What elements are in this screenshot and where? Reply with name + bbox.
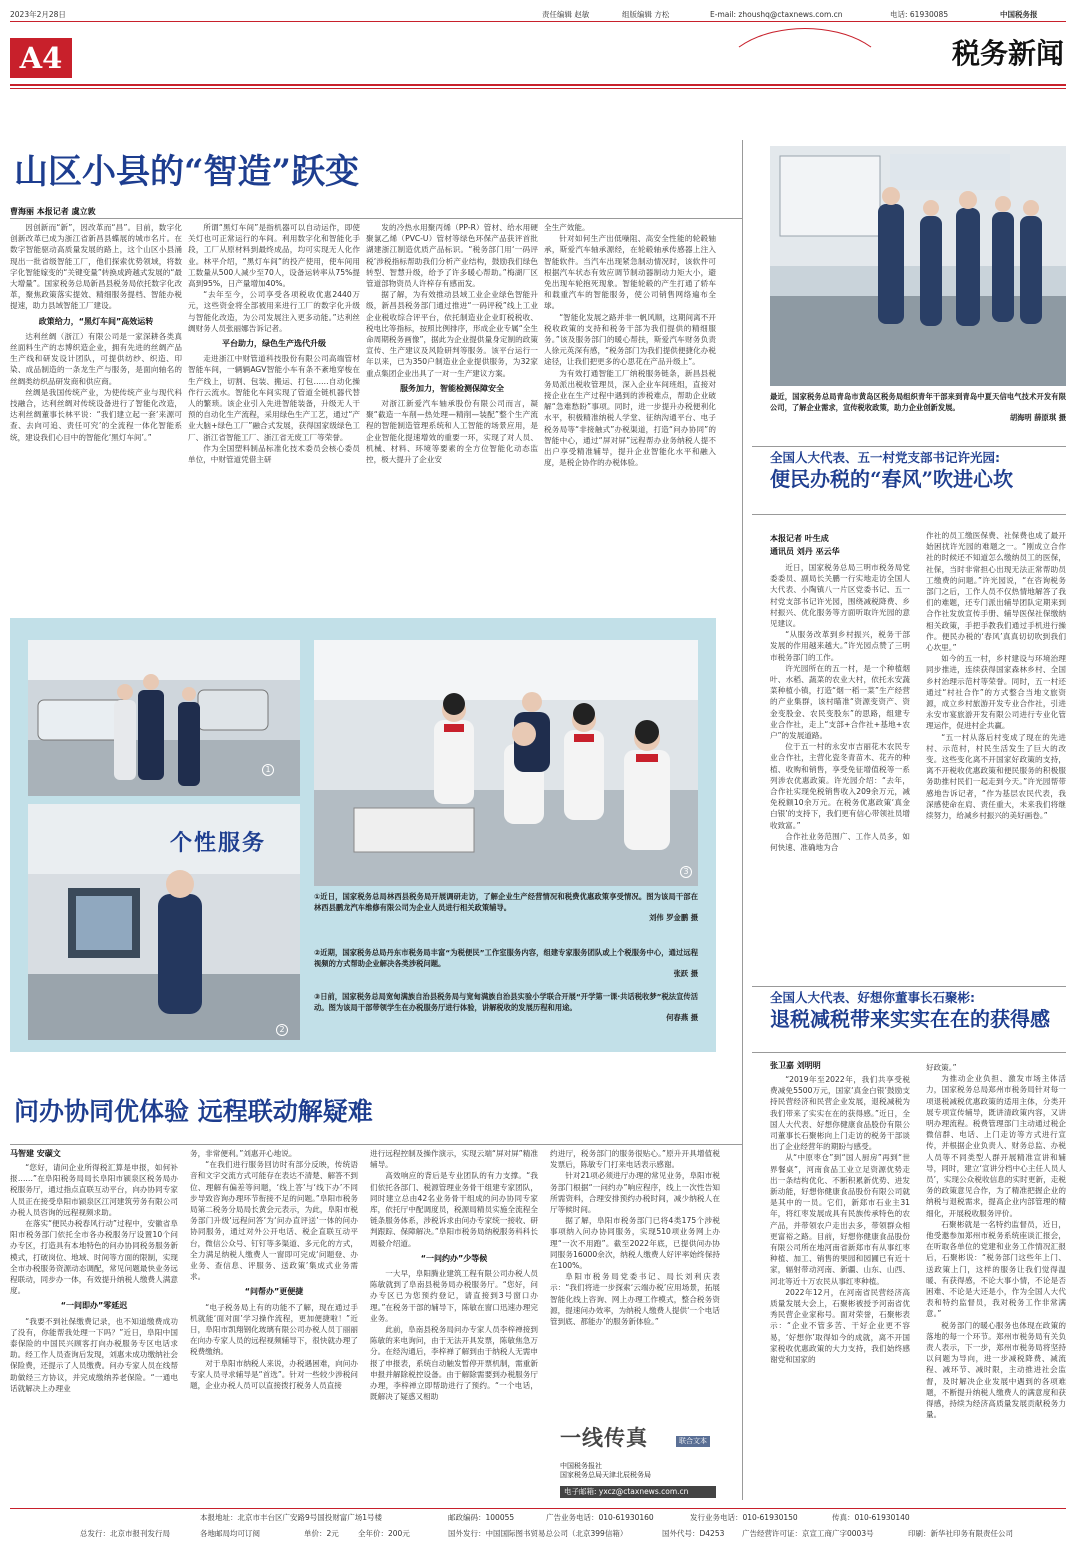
layout-editor: 组版编辑 方松 (622, 10, 670, 19)
column-box-tag: 联合文本 (676, 1436, 710, 1447)
footer-distribution: 总发行：北京市报刊发行局 (80, 1529, 170, 1538)
paragraph: 作社的员工缴医保费、社保费也成了最开始困扰许光园的难题之一。“刚成立合作社的时候还不知道怎么缴纳员工的医保，社保，当时非常担心出现无法正常帮助员工缴费的问题。”许光园说，“在咨询税务部门之后，工作人员不仅热情地解答了我们的难题，还专门派出辅导团队定期来到合作社发放宣传手册、辅导医保社保缴纳相关政策，手把手教我们通过手机进行操作。便民办税的‘春风’真真切切吹到我们心坎里。” (926, 531, 1066, 653)
paragraph: “五一村从落后村变成了现在的先进村、示范村，村民生活发生了巨大的改变。这些变化离不开国家好政策的支持，离不开税收优惠政策和便民服务的积极服务助推村民们一起走到今天。”许光园帮带感地告诉记者，“作为基层农民代表，我深感使命在肩、责任重大，未来我们将继续努力，给减乡村振兴的美好画卷。” (926, 732, 1066, 821)
photo-caption-3-text: ③日前，国家税务总局宽甸满族自治县税务局与宽甸满族自治县实验小学联合开展“开学第一课·共话税收梦”税法宣传活动。图为该局干部带领学生在办税服务厅进行体验，讲解税收的发展历程和用途。 (314, 992, 698, 1012)
article1-byline: 曹海丽 本报记者 虞立敦 (10, 207, 96, 216)
article1-column-3 (366, 222, 538, 594)
photo-1-auto-repair (28, 640, 300, 796)
photo-3-number: 3 (680, 866, 692, 878)
photo-1-number: 1 (262, 764, 274, 776)
paragraph: 丝绸是我国传统产业，为使传统产业与现代科技融合，达利丝绸对传统设备进行了智能化改造，达利丝绸董事长林平说：“我们建立起一套‘来源可查、去向可追、责任可究’的全流程一体化智能系统，建设我们心目中的智能化‘黑灯车间’。” (10, 387, 182, 442)
paragraph: 一大早，阜阳腾业建筑工程有限公司办税人员陈敏就到了阜南县税务局办税服务厅。“您好，问办专区已为您预约登记，请直接到3号窗口办理。”在税务干部的辅导下，陈敏在窗口迅速办理完业务。 (370, 1269, 538, 1323)
contact-email[interactable]: E-mail: zhoushq@ctaxnews.com.cn (710, 10, 843, 19)
article2-byline: 本报记者 叶生成 通讯员 刘丹 巫云华 (770, 534, 840, 556)
paragraph: 为有效打通智能工厂纳税服务链条，新昌县税务局派出税收管理员，深入企业车间班组，直接对接企业在生产过程中遇到的涉税难点，帮助企业破解“急难愁盼”事项。同时，进一步提升办税便利化水平，积极精准纳税人学堂、征纳沟通平台、电子税务局等“非接触式”办税渠道，打造“问办协同”的智能中心，通过“屏对屏”远程帮办业务纳税人提不出户享受精准辅导，提升企业智能化水平和融入度，是税企协作的办税体验。 (544, 368, 716, 468)
paragraph: 高效响应的背后是专业团队的有力支撑。“我们依托各部门、税源管理业务骨干组建专家团队，同时建立总由42名业务骨干组成的问办协同专家库，依托厅中配调度员，税源局精员实施全流程全链条服务体系，涉税诉求由问办专家统一接收、研判跟踪、保障解决。”阜阳市税务局纳税服务科科长周毅介绍道。 (370, 1171, 538, 1248)
footer (10, 1508, 1066, 1548)
article1-column-2 (188, 222, 360, 594)
top-photo-caption (770, 392, 1066, 438)
photo-caption-3-credit: 何春燕 摄 (666, 1013, 698, 1022)
paragraph: 对于阜阳市纳税人来说，办税遇困难，向问办专家人员寻求辅导是“首选”。针对一些较少涉税问题，企业办税人员可以直接拨打税务人员直接 (190, 1358, 358, 1391)
article1-subhead-2: 平台助力，绿色生产选代升级 (222, 339, 326, 349)
photo-caption-2-text: ②近期，国家税务总局丹东市税务局丰富“为税便民”工作室服务内容，组建专家服务团队或上个税服务中心，通过远程视频的方式帮助企业解决各类涉税问题。 (314, 948, 698, 968)
paragraph: 约进厅，税务部门的服务很贴心。”原升开具增值税发票后，陈敏专门打来电话表示感谢。 (550, 1149, 720, 1170)
header-rule (10, 84, 1066, 86)
article3-byline: 张卫嘉 刘明明 (770, 1061, 821, 1070)
paragraph: 位于五一村的永安市吉丽花木农民专业合作社，主营化瓷冬青苗木、花卉的种植、收购和销售，享受免征增值税等一系列涉农优惠政策。许光园介绍：“去年，合作社实现免税销售收入209余万元，减免税额10余万元。在税务优惠政策‘真金白银’的支持下，我们更有信心带领社员增收致富。” (770, 742, 910, 830)
paragraph: “在我们进行服务回访时有部分反映，传统语音和文字交流方式可能存在表达不清楚、解答不到位、理解有偏差等问题，‘线上答’与‘线下办’不同步导致咨询办理环节衔接不足的问题。”阜阳市税务局第二税务分局局长黄会元表示，为此，阜阳市税务部门升级‘远程问答’为‘问办直评送’一体的问办协同服务，通过对外公开电话、税企直联互动平台，微信公众号、钉钉等多渠道、多元化的方式，全力满足纳税人缴费人一窗即可完成‘问题登、办业务、查信息、评服务、送政策’集成式业务需求。 (190, 1160, 358, 1282)
paragraph: 对浙江新爱汽车轴承股份有限公司而言，凝聚“截造一车削—热处理—精削—装配”整个生产流程的智能制造管理系统和人工智能的场景应用，是企业智能化提速增效的重要一环，实现了对人员、机械、材料、环境等要素的全方位智能化动态监控，极大提升了企业安 (366, 399, 538, 465)
top-photo-caption-text: 最近，国家税务总局青岛市黄岛区税务局组织青年干部来到青岛中夏天信电气技术开发有限公司，了解企业需求，宣传税收政策，助力企业创新发展。 (770, 392, 1066, 412)
article2-headline: 便民办税的“春风”吹进心坎 (770, 467, 1014, 491)
footer-ad-phone: 广告业务电话：010-61930160 (546, 1513, 654, 1522)
rule (752, 1052, 1066, 1053)
paragraph: 进行远程控制及操作演示，实现云端“屏对屏”精准辅导。 (370, 1149, 538, 1170)
top-photo-credit: 胡海明 薛原琪 摄 (1009, 413, 1066, 422)
paragraph: “2019年至2022年，我们共享受税费减免5500万元，国家‘真金白银’鼓励支持民营经济和民营企业发展，退税减税为我们带来了实实在在的获得感。”近日，全国人大代表、好想你健康食品股份有限公司董事长石聚彬向上门走访的税务干部谈出了企业经营年的期盼与感受。 (770, 1075, 910, 1152)
photo-caption-3 (314, 992, 698, 1042)
article4-column-1 (10, 1162, 178, 1502)
photo-caption-2 (314, 948, 698, 986)
paragraph: 此前，阜南县税务局问办专家人员李梓禅接到陈敏的来电询问，由于无法开具发票，陈敏焦急万分。在经沟通后，李梓禅了解到由于纳税人无需申报了申报表，系统自动触发暂停开票机制，需重新申报并解除税控设备。由于解除需要到办税服务厅办理，李梓禅立即帮助进行了预约。“一个电话，既解决了疑惑又相助 (370, 1325, 538, 1402)
paragraph: 发的冷热水用聚丙烯（PP-R）管材、给水用硬聚氯乙烯（PVC-U）管材等绿色环保产品获评首批湖建浙江制造优质产品标识。“税务部门用‘一码评税’涉税指标帮助我们分析产业结构，鼓励我们绿色转型、智慧升级，给予了许多暖心帮助。”梅湖厂区管道部物资员人许梓存有感而发。 (366, 223, 538, 289)
photo-2-banner-text: 个性服务 (170, 830, 267, 856)
paragraph: “您好，请问企业所得税汇算是申报，如何补报……”在阜阳税务局局长阜阳市颍泉区税务局办税服务厅，通过指点直联互动平台，向办协同专家人员正在接受阜阳市颍泉区江河建筑劳务有限公司办税人员咨询的远程视频求助。 (10, 1163, 178, 1217)
paragraph: 为推动企业负担、激发市场主体活力，国家税务总局郑州市税务局针对每一项退税减税优惠政策的适用主体，分类开展专项宣传辅导，既讲清政策内容，又讲明办理流程。税费管理部门主动通过税企微信群、电话、上门走访等方式进行宣传，并根据企业负责人、财务总监、办税人员等不同类型人群开展精准宣讲和辅导，同时，建立‘宣讲分档中心主任人员人员’，实现公众税收信息的实时更新，走税务的政策意见合作，为了精准把握企业的纳税与退税需求，提高企业内部管理的精细化，开展税收服务评价。 (926, 1074, 1066, 1218)
article4-byline: 马智建 安碳文 (10, 1149, 61, 1158)
article4-rule (10, 1144, 742, 1145)
column-box-line-1: 中国税务报社 (560, 1462, 602, 1470)
article3-column-1 (770, 1074, 910, 1502)
contact-phone: 电话: 61930085 (890, 10, 949, 19)
paragraph: 全生产效能。 (544, 223, 590, 232)
photo-2-number: 2 (276, 1024, 288, 1036)
decorative-arc (720, 28, 890, 128)
footer-subscribe: 各地邮局均可订阅 (200, 1529, 260, 1538)
issue-date: 2023年2月28日 (10, 10, 66, 19)
article2-kicker: 全国人大代表、五一村党支部书记许光园: (770, 450, 1000, 465)
footer-address: 本报地址：北京市丰台区广安路9号国投财富广场1号楼 (200, 1513, 383, 1522)
paragraph: 针对如何生产出低噪阻、高安全性能的轮毂轴承，斯爱汽车轴承源经，在轮毂轴承传感器上注入智能软件。当汽车出现紧急制动情况时，该软件可根据汽车状态有效应调节制动器制动力矩大小，避免出现车轮抱死现象。智能轮毂的产生打通了轿车和载重汽车的智能服务，使公司销售网络遍布全球。 (544, 234, 716, 311)
paragraph: 所谓“黑灯车间”是指机器可以自动运作，即使关灯也可正常运行的车间。利用数字化和智能化手段，工厂从原材料到最终成品，均可实现无人化作业。林平介绍，“黑灯车间”的投产使用，使车间用工数量从500人减少至70人，设备运转率从75%提高到95%，日产量增加40%。 (188, 223, 360, 289)
paragraph: 因创新而“新”，因改革而“昌”。目前，数字化创新改革已成为浙江省新昌县蝶展的城市名片。在数字智能驱动高质量发展的路上，这个山区小县涌现出一批省级智能工厂，他们探索优势领域，将数字化智能嫁变的“关键变量”转换成跨越式发展的“最大增量”。国家税务总局新昌县税务局依托数字化改革，聚焦政策落实提效、精细服务提档、智能办税提速，助力县域智能工厂建设。 (10, 223, 182, 311)
photo-3-students (314, 640, 698, 886)
article1-headline: 山区小县的“智造”跃变 (14, 152, 360, 192)
paragraph: 务，非常便利。”刘惠开心地说。 (190, 1149, 297, 1158)
footer-intl-dist: 国外发行：中国国际图书贸易总公司（北京399信箱） (448, 1529, 628, 1538)
article3-column-2 (926, 1062, 1066, 1502)
article4-column-4 (550, 1148, 720, 1428)
paragraph: 针对21项必须进厅办理的常见业务，阜阳市税务部门根据“一问约办”响应程序，线上一次性告知所需资料，合理安排预约办税时间，减少纳税人在厅等候时间。 (550, 1171, 720, 1215)
footer-intl-code: 国外代号：D4253 (662, 1529, 725, 1538)
column-box-line-2: 国家税务总局天津北辰税务局 (560, 1471, 651, 1479)
photo-panel (10, 618, 716, 1052)
company-visit-photo (770, 146, 1066, 386)
article2-column-1 (770, 562, 910, 982)
photo-caption-1 (314, 892, 698, 940)
column-box-title: 一线传真 (560, 1425, 648, 1450)
rule (752, 446, 1066, 447)
column-box-email[interactable]: 电子邮箱: yxcz@ctaxnews.com.cn (560, 1486, 716, 1498)
article4-subhead-1: “一问即办”零延迟 (60, 1301, 128, 1311)
article4-subhead-2: “问帮办”更便捷 (244, 1287, 304, 1297)
paragraph: 作为全国塑料制品标准化技术委员会核心委员单位，中财管道凭借主研 (188, 443, 360, 465)
paragraph: 如今的五一村，乡村建设与环境治理同步推进，连续获得国家森林乡村、全国乡村治理示范村等荣誉。同时，五一村还通过“村社合作”的方式整合当地文旅资源，成立乡村旅游开发专业合作社，引进永安市宴旅游开发有限公司进行专业化管理运作，促进村企共赢。 (926, 654, 1066, 731)
rule (752, 514, 1066, 515)
paragraph: “我要不到社保缴费记录，也不知道缴费成功了没有，你能帮我处理一下吗？”近日，阜阳中国泰保险的中国民兴顾客打向办税服务专区电话求助。经工作人员查询后发现，刘惠未成功缴纳社会保险费，还提示了人员缴费。问办专家人员在线帮助做经三方协议，并完成缴纳养老保险。“一通电话就解决上办理业 (10, 1316, 178, 1393)
article3-kicker: 全国人大代表、好想你董事长石聚彬: (770, 990, 975, 1005)
footer-ad-license: 广告经营许可证：京宣工商广字0003号 (742, 1529, 874, 1538)
paragraph: “从服务改革到乡村振兴，税务干部发展的作用越来越大。”许光园点赞了三明市税务部门的工作。 (770, 630, 910, 662)
footer-fax: 传真：010-61930140 (832, 1513, 910, 1522)
paper-name: 中国税务报 (1000, 10, 1038, 19)
footer-dist-phone: 发行业务电话：010-61930150 (690, 1513, 798, 1522)
article4-column-3 (370, 1148, 538, 1502)
paragraph: 石聚彬就是一名特约监督员，近日，他受邀参加郑州市税务系统座谈汇报会，在听取各单位的党建和业务工作情况汇报后，石聚彬说：“税务部门这些年上门、送政策上门，这样的服务让我们觉得温暖、有获得感，不论大事小情，不论是否困难、不论是大还是小，作为全国人大代表和特约监督员，我对税务工作非常满意。” (926, 1219, 1066, 1319)
page-number-badge: A4 (10, 38, 72, 78)
paragraph: 好政策。” (926, 1063, 957, 1072)
footer-unit-price: 单价：2元 (304, 1529, 339, 1538)
article2-column-2 (926, 530, 1066, 982)
paragraph: 税务部门的暖心服务也体现在政策的落地的每一个环节。郑州市税务局有关负责人表示，下一步，郑州市税务局将坚持以问题为导向，进一步减税降费、减流程、减环节、减时限，主动推进社会监督，及时解决企业发展中遇到的各项难题，不断提升纳税人缴费人的满意度和获得感，持续为经济高质量发展贡献税务力量。 (926, 1320, 1066, 1420)
paragraph: 达利丝绸（浙江）有限公司是一家深耕各类真丝面料生产的志博织造企业，拥有先进的丝绸产品生产线和研发设计团队，可提供纺纱、织造、印染、成品制造的一条龙生产与服务，是面向轴名的丝绸类纺织品研发商和供应商。 (10, 331, 182, 386)
article4-subhead-3: “一问约办”少等候 (420, 1253, 488, 1263)
photo-caption-1-credit: 刘伟 罗金鹏 摄 (649, 913, 698, 922)
paragraph: 近日，国家税务总局三明市税务局党委委员、副局长关鹏一行实地走访全国人大代表、小陶镇八一片区党委书记、五一村党支部书记许光园，围绕减税降费、乡村振兴、优化服务等方面听取许光园的意见建议。 (770, 563, 910, 629)
photo-caption-1-text: ①近日，国家税务总局林西县税务局开展调研走访，了解企业生产经营情况和税费优惠政策享受情况。图为该局干部在林西县鹏龙汽车维修有限公司为企业人员进行相关政策辅导。 (314, 892, 698, 912)
paragraph: 在落实“便民办税春风行动”过程中，安徽省阜阳市税务部门依托全市各办税服务厅设置10个问办专区，打造具有本地特色的问办协同税务服务新模式，打破岗位、地域、时间等方面的限制，实现全市办税服务资源动态调配，常见问题最快业务远程联动，同步办一体，有效提升纳税人缴费人满意度。 (10, 1219, 178, 1296)
paragraph: 合作社业务范围广、工作人员多，如何快速、准确地为合 (770, 831, 910, 853)
photo-caption-2-credit: 张跃 摄 (673, 969, 698, 978)
footer-year-price: 全年价：200元 (358, 1529, 410, 1538)
company-visit-photo-illustration (770, 146, 1066, 386)
top-info-bar (10, 6, 1066, 22)
paragraph: 走进浙江中财管道科技股份有限公司高端管材智能车间，一辆辆AGV智能小车有条不紊地穿梭在生产线上，切割、包装、搬运、打包……自动化操作行云流水。智能化车间实现了管道全链机器代替人的繁琐。该企业引入先进智能装备，升级无人干预的自动化生产流程，采用绿色生产工艺，通过“产业大脑+绿色工厂”融合式发展，获得国家级绿色工厂、浙江省智能工厂、浙江省无废工厂等荣誉。 (188, 354, 360, 442)
article4-headline: 问办协同优体验 远程联动解疑难 (14, 1097, 373, 1126)
paragraph: 从“中原枣仓”到“国人厨房”再到“世界餐桌”，河南食品工业立足资源优势走出一条结构优化、不断积累新优势、进发新动能，好想你健康食品股份有限公司就是其中的一员。它们，新郑市石业主31年，将红枣发展成具有民族传承特色的农产品，并带领农户走出去多，带领群众相更富裕之路。目前，好想你健康食品股份有限公司所在地河南省新郑市有从事红枣种植、加工、销售的果园和园圃已有近十家，辐射带动河南、新疆、山东、山西、河北等近十万农民从事红枣种植。 (770, 1153, 910, 1286)
paragraph: 据了解，阜阳市税务部门已将4类175个涉税事项纳入问办协同服务，实现510项业务网上办理“一次不用跑”。截至2022年底，已提供问办协同服务16000余次，纳税人缴费人好评率始终保持在100%。 (550, 1216, 720, 1271)
article1-rule (10, 218, 742, 219)
paragraph: “电子税务局上有的功能不了解，现在通过手机就能‘面对面’学习操作流程，更加便捷啦！”近日，阜阳市凯翔钢化玻璃有限公司办税人员丁丽丽在向办专家人员的远程视频辅导下，很快就办理了税费缴纳。 (190, 1302, 358, 1357)
paragraph: “智能化发展之路并非一帆风顺，这期间离不开税收政策的支持和税务干部为我们提供的精细服务。”该及服务部门的暖心帮扶，斯爱汽车财务负责人徐元英深有感，“税务部门为我们提供便捷化办税途径，让我们把更多的心思花在产品升级上”。 (544, 312, 716, 367)
article1-subhead-1: 政策给力，“黑灯车间”高效运转 (38, 316, 154, 326)
footer-printer: 印刷：新华社印务有限责任公司 (908, 1529, 1013, 1538)
paragraph: 阜阳市税务局党委书记、局长刘利庆表示：“我们将进一步探索‘云端办税’应用场景，拓展智能化线上咨询、网上办理工作模式，整合税务资源，提速问办效率，为纳税人缴费人提供‘一个电话管到底、都能办’的服务新体验。” (550, 1272, 720, 1327)
section-title: 税务新闻 (951, 37, 1064, 70)
column-divider (742, 140, 743, 1500)
article1-subhead-3: 服务加力，智能检测保障安全 (400, 383, 504, 393)
header-rule-thin (10, 88, 1066, 89)
rule (752, 986, 1066, 987)
article1-column-1 (10, 222, 182, 594)
column-box (560, 1425, 716, 1502)
paragraph: 2022年12月，在河南省民营经济高质量发展大会上，石聚彬被授予河南省优秀民营企业家称号。面对荣誉，石聚彬表示：“企业不管多苦、干好企业更不容易，‘好想你’取得如今的成就，离不开国家税收优惠政策的大力支持，我们始终感谢党和国家的 (770, 1287, 910, 1365)
paragraph: 据了解，为有效推动县域工业企业绿色智能升级，新昌县税务部门通过推进“一码评税”线上工业企业税收综合评平台，依托制造业企业盯税税收、税电比等指标，按照比例排序，形成企业专属“全生命周期税务画像”，据此为企业提供量身定制的政策宣传、生产建议及风险研判等服务。该平台运行一年以来，已为350户制造业企业提供服务，为32家重点集团企业出具了一对一生产建议方案。 (366, 290, 538, 378)
paragraph: “去年至今，公司享受各项税收优惠2440万元，这些资金将全部被用来进行工厂的数字化升级与智能化改造，为公司发展注入更多动能。”达利丝绸财务人员张丽娜告诉记者。 (188, 290, 360, 333)
paragraph: 许光园所在的五一村，是一个种植烟叶、水稻、蔬菜的农业大村，依托永安蔬菜种植小镇，打造“烟一稻一菜”生产经营的产业集群，该村瞄准“资源变资产、资金变股金、农民变股东”的思路，组建专业合作社，走上“支部+合作社+基地+农户”的发展道路。 (770, 663, 910, 741)
article4-column-2 (190, 1148, 358, 1502)
article1-column-4 (544, 222, 716, 594)
responsible-editor: 责任编辑 赵敏 (542, 10, 590, 19)
footer-postcode: 邮政编码：100055 (448, 1513, 515, 1522)
article3-headline: 退税减税带来实实在在的获得感 (770, 1007, 1050, 1031)
